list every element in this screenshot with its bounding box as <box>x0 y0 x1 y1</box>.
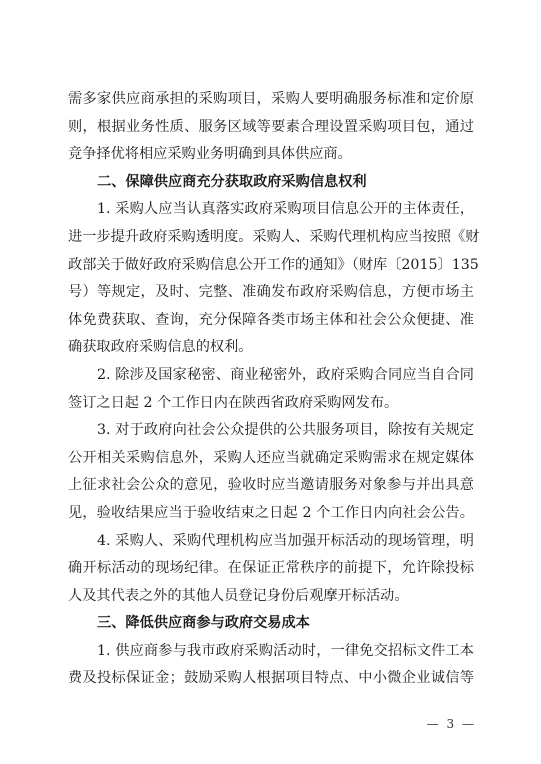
body-line: 确获取政府采购信息的权利。 <box>68 339 253 356</box>
body-line: 号）等规定，及时、完整、准确发布政府采购信息，方便市场主 <box>68 284 474 301</box>
body-line: 上征求社会公众的意见，验收时应当邀请服务对象参与并出具意 <box>68 477 474 494</box>
document-body <box>68 86 480 693</box>
section-heading: 二、保障供应商充分获取政府采购信息权利 <box>97 173 367 190</box>
body-line: 见，验收结果应当于验收结束之日起 2 个工作日内向社会公告。 <box>68 504 474 521</box>
body-line: 确开标活动的现场纪律。在保证正常秩序的前提下，允许除投标 <box>68 560 474 577</box>
body-line: 1. 供应商参与我市政府采购活动时，一律免交招标文件工本 <box>97 642 474 659</box>
body-line: 4. 采购人、采购代理机构应当加强开标活动的现场管理，明 <box>97 532 474 549</box>
body-line: 2. 除涉及国家秘密、商业秘密外，政府采购合同应当自合同 <box>97 366 474 383</box>
body-line: 进一步提升政府采购透明度。采购人、采购代理机构应当按照《财 <box>68 228 480 245</box>
body-line: 3. 对于政府向社会公众提供的公共服务项目，除按有关规定 <box>97 422 474 439</box>
body-line: 费及投标保证金；鼓励采购人根据项目特点、中小微企业诚信等 <box>68 670 474 687</box>
body-line: 竞争择优将相应采购业务明确到具体供应商。 <box>68 146 352 163</box>
body-line: 签订之日起 2 个工作日内在陕西省政府采购网发布。 <box>68 394 399 411</box>
section-heading: 三、降低供应商参与政府交易成本 <box>97 615 310 632</box>
body-line: 人及其代表之外的其他人员登记身份后观摩开标活动。 <box>68 587 409 604</box>
body-line: 1. 采购人应当认真落实政府采购项目信息公开的主体责任， <box>97 201 474 218</box>
page-number: — 3 — <box>426 717 476 731</box>
body-line: 体免费获取、查询，充分保障各类市场主体和社会公众便捷、准 <box>68 311 474 328</box>
body-line: 则，根据业务性质、服务区域等要素合理设置采购项目包，通过 <box>68 118 474 135</box>
body-line: 政部关于做好政府采购信息公开工作的通知》（财库〔2015〕135 <box>68 256 479 273</box>
body-line: 公开相关采购信息外，采购人还应当就确定采购需求在规定媒体 <box>68 449 474 466</box>
body-line: 需多家供应商承担的采购项目，采购人要明确服务标准和定价原 <box>68 91 474 107</box>
